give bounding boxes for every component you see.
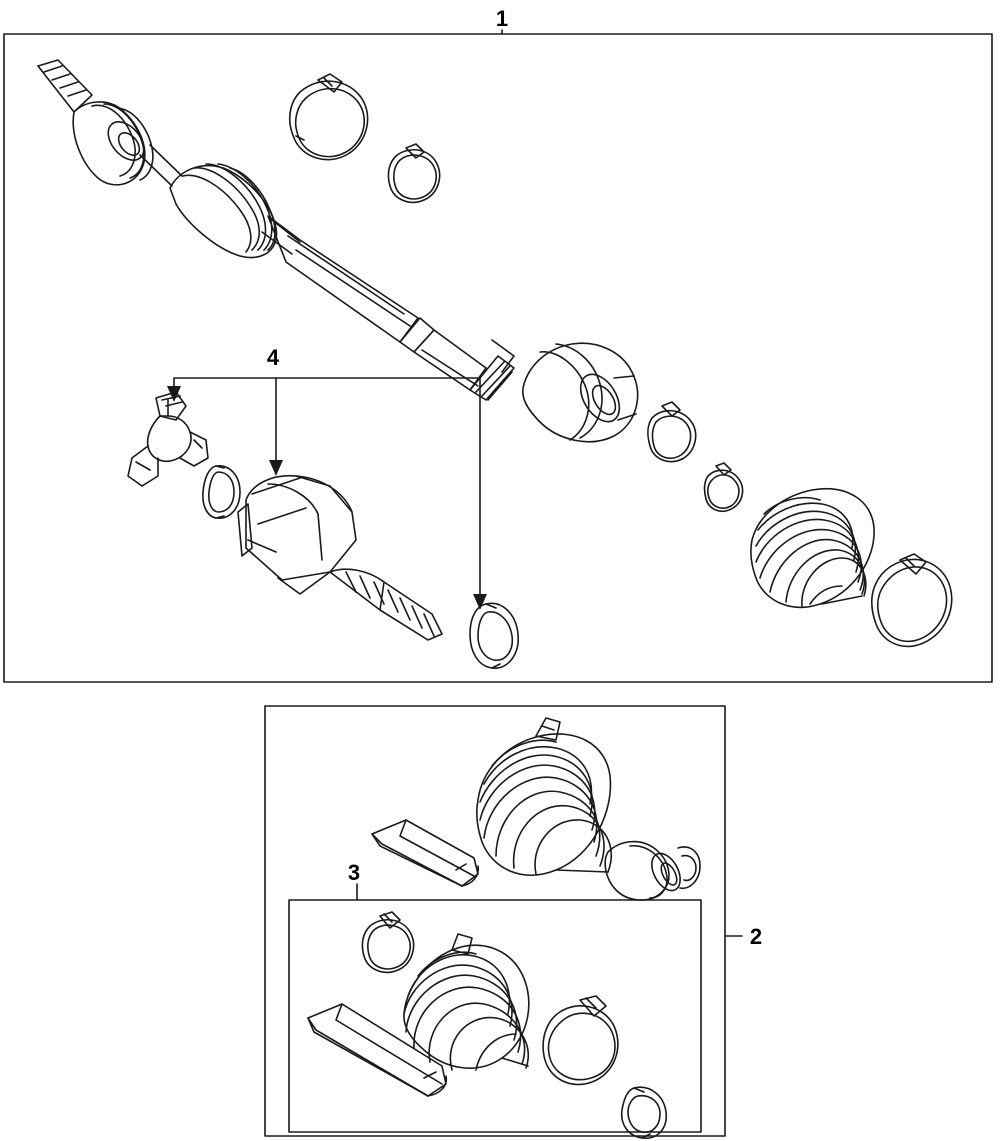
callout-label-2: 2: [749, 924, 763, 949]
callout-label-3: 3: [347, 860, 361, 885]
callout-label-4: 4: [266, 345, 280, 370]
callout-label-1: 1: [495, 6, 509, 31]
